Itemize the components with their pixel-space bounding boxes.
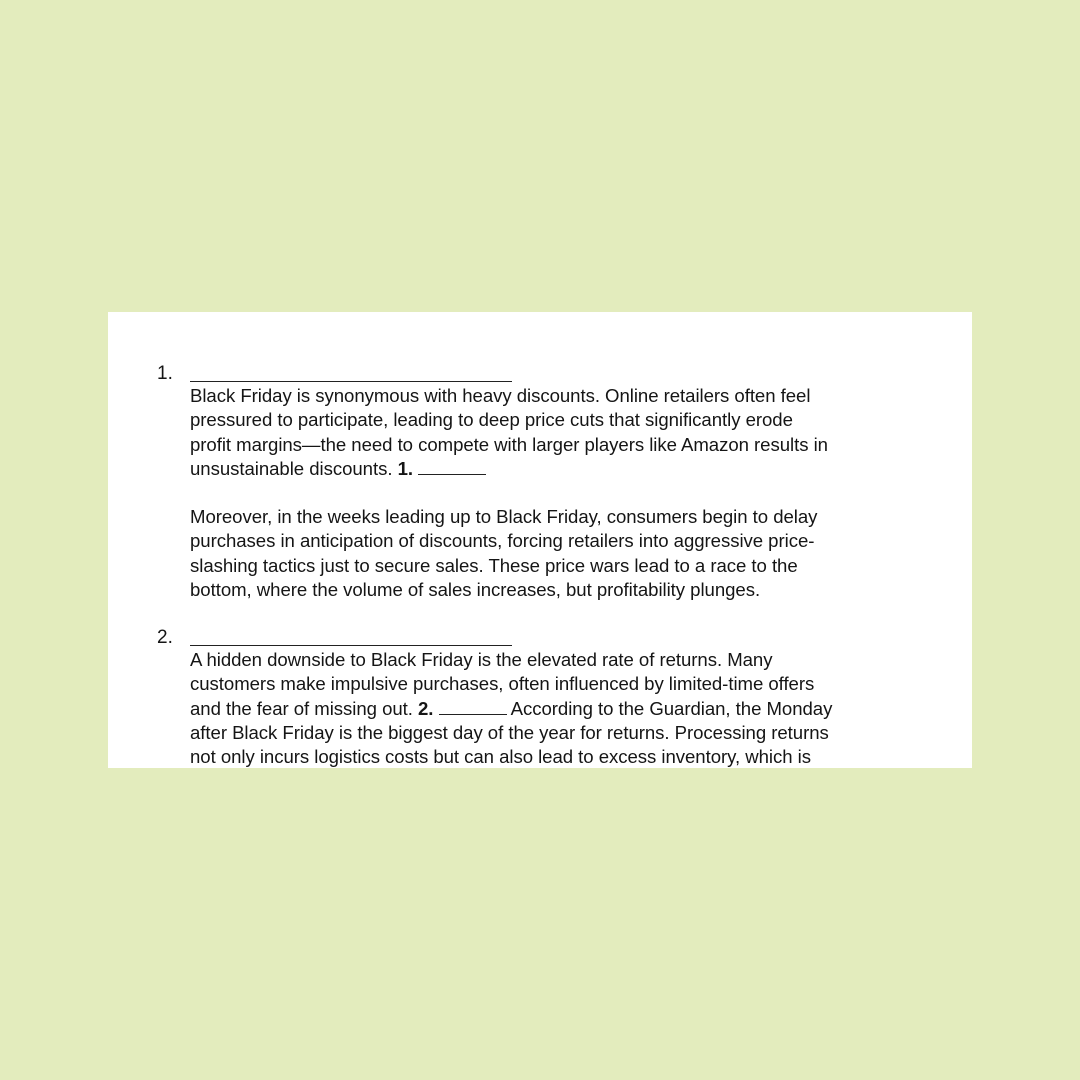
text-line: purchases in anticipation of discounts, forcing retailers into aggressive price- [190, 530, 815, 552]
text-line: Black Friday is synonymous with heavy discounts. Online retailers often feel [190, 385, 811, 406]
heading-answer-blank[interactable] [190, 381, 512, 382]
paragraph [190, 648, 925, 768]
text-line: after Black Friday is the biggest day of the year for returns. Processing returns [190, 721, 829, 743]
text-line: pressured to participate, leading to deep price cuts that significantly erode [190, 409, 793, 431]
question-number: 2. [157, 627, 173, 648]
gap-answer-blank[interactable] [418, 459, 486, 475]
heading-answer-blank[interactable] [190, 645, 512, 646]
question-number: 1. [157, 363, 173, 384]
text-fragment: unsustainable discounts. [190, 457, 398, 479]
text-fragment: and the fear of missing out. [190, 697, 419, 719]
gap-answer-blank[interactable] [439, 699, 507, 715]
document-page [108, 312, 972, 768]
text-line: slashing tactics just to secure sales. These price wars lead to a race to the [190, 554, 798, 576]
text-line: A hidden downside to Black Friday is the elevated rate of returns. Many [190, 649, 773, 670]
text-fragment: According to the Guardian, the Monday [506, 697, 833, 719]
gap-marker: 1. [397, 457, 413, 479]
text-line-with-gap [190, 457, 925, 481]
text-line: profit margins—the need to compete with larger players like Amazon results in [190, 433, 828, 455]
text-line: customers make impulsive purchases, often influenced by limited-time offers [190, 673, 815, 695]
text-line: bottom, where the volume of sales increases, but profitability plunges. [190, 578, 761, 600]
text-line: not only incurs logistics costs but can also lead to excess inventory, which is [190, 746, 811, 768]
text-line: Moreover, in the weeks leading up to Black Friday, consumers begin to delay [190, 506, 818, 527]
paragraph [190, 384, 925, 481]
paragraph [190, 505, 925, 602]
text-line-with-gap [190, 697, 925, 721]
gap-marker: 2. [418, 697, 434, 719]
